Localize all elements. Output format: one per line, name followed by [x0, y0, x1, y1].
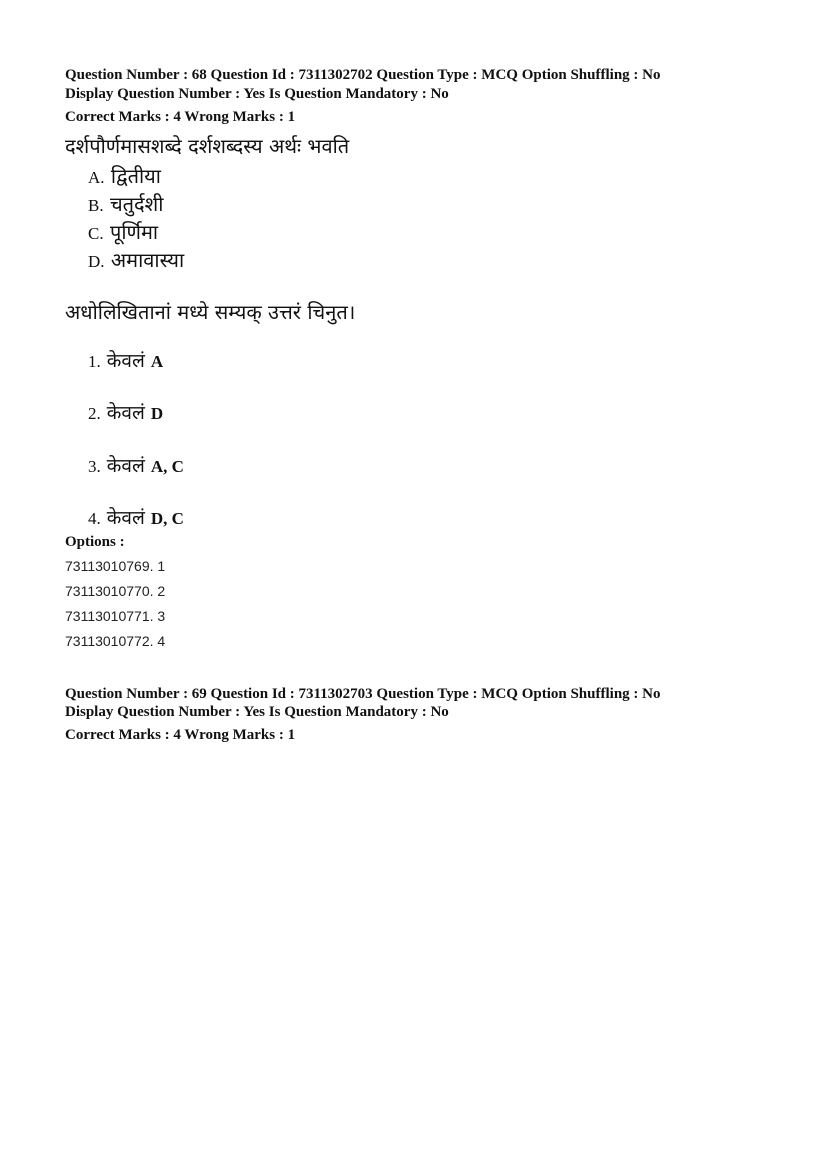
answer-number: 1. — [88, 352, 101, 371]
answer-word: केवलं — [106, 455, 145, 477]
q68-choice-c — [88, 218, 158, 245]
choice-letter: C. — [88, 224, 104, 243]
answer-word: केवलं — [106, 402, 145, 424]
choice-text: द्वितीया — [110, 164, 161, 188]
q68-meta-line-1: Question Number : 68 Question Id : 7311302702 Question Type : MCQ Option Shuffling : No — [65, 67, 661, 83]
choice-letter: D. — [88, 252, 105, 271]
q68-choice-b — [88, 190, 163, 217]
q68-choice-a — [88, 162, 161, 189]
answer-number: 2. — [88, 404, 101, 423]
q69-meta-line-3: Correct Marks : 4 Wrong Marks : 1 — [65, 727, 296, 743]
answer-number: 3. — [88, 457, 101, 476]
q68-instruction: अधोलिखितानां मध्ये सम्यक् उत्तरं चिनुत। — [65, 300, 356, 324]
q68-answer-4 — [88, 504, 184, 530]
q68-meta-line-2: Display Question Number : Yes Is Question Mandatory : No — [65, 86, 449, 102]
answer-letters: D, C — [150, 509, 184, 528]
choice-text: चतुर्दशी — [109, 192, 164, 216]
q68-option-row-1: 73113010769. 1 — [65, 558, 166, 574]
q69-meta-line-1: Question Number : 69 Question Id : 7311302703 Question Type : MCQ Option Shuffling : No — [65, 686, 661, 702]
q68-answer-1 — [88, 347, 163, 373]
answer-word: केवलं — [106, 350, 145, 372]
q69-meta-line-2: Display Question Number : Yes Is Question Mandatory : No — [65, 704, 449, 720]
q68-choice-d — [88, 246, 184, 273]
q68-option-row-3: 73113010771. 3 — [65, 608, 166, 624]
answer-letters: D — [150, 404, 164, 423]
choice-letter: A. — [88, 168, 105, 187]
q68-answer-3 — [88, 452, 184, 478]
choice-letter: B. — [88, 196, 104, 215]
choice-text: अमावास्या — [110, 248, 185, 272]
answer-letters: A, C — [150, 457, 184, 476]
answer-word: केवलं — [106, 507, 145, 529]
q68-option-row-4: 73113010772. 4 — [65, 633, 166, 649]
answer-number: 4. — [88, 509, 101, 528]
q68-meta-line-3: Correct Marks : 4 Wrong Marks : 1 — [65, 109, 296, 125]
q68-options-label: Options : — [65, 534, 125, 550]
q68-option-row-2: 73113010770. 2 — [65, 583, 166, 599]
q68-question-stem: दर्शपौर्णमासशब्दे दर्शशब्दस्य अर्थः भवति — [65, 134, 350, 158]
q68-answer-2 — [88, 399, 163, 425]
choice-text: पूर्णिमा — [109, 220, 159, 244]
answer-letters: A — [150, 352, 164, 371]
